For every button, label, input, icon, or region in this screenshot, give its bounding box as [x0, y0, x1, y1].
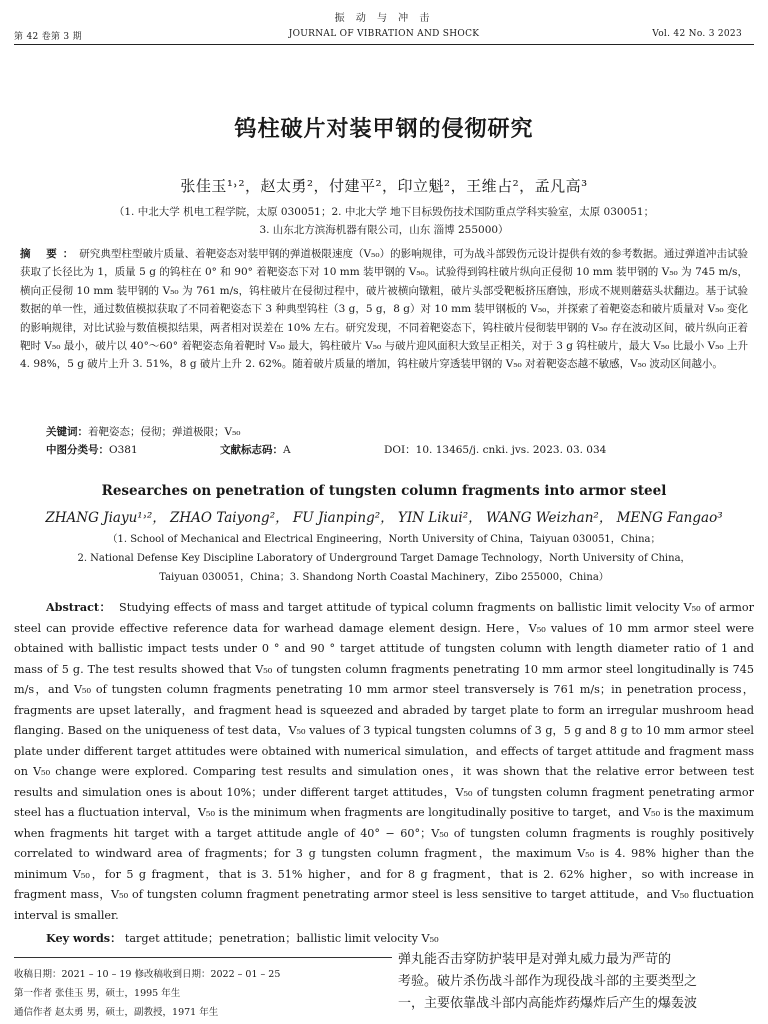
footnote-rule — [14, 957, 392, 958]
keywords-label-cn: 关键词： — [46, 426, 88, 438]
paper-title-en: Researches on penetration of tungsten column fragments into armor steel — [101, 483, 667, 499]
keywords-en — [46, 930, 439, 946]
journal-name-en: JOURNAL OF VIBRATION AND SHOCK — [288, 29, 480, 39]
affiliation-en-line: 2. National Defense Key Discipline Laboratory of Underground Target Damage Technology，North University of China， — [77, 553, 691, 564]
document-code-value: A — [283, 444, 291, 456]
clc-number — [46, 442, 138, 457]
footnote-received-date: 收稿日期：2021 – 10 – 19 修改稿收到日期：2022 – 01 – 25 — [14, 969, 281, 980]
clc-value: O381 — [109, 444, 138, 456]
doi: DOI：10. 13465/j. cnki. jvs. 2023. 03. 034 — [384, 444, 607, 456]
authors-cn: 张佳玉¹˒²，赵太勇²，付建平²，印立魁²，王维占²，孟凡高³ — [180, 177, 588, 195]
footnote-first-author: 第一作者 张佳玉 男，硕士，1995 年生 — [14, 988, 181, 999]
issue-info-en: Vol. 42 No. 3 2023 — [652, 29, 742, 39]
body-text-line: 一，主要依靠战斗部内高能炸药爆炸后产生的爆轰波 — [398, 996, 698, 1011]
keywords-cn — [46, 424, 241, 439]
document-code-label: 文献标志码： — [220, 444, 283, 456]
header-rule — [14, 44, 754, 45]
abstract-en — [14, 597, 754, 926]
footnote-corresponding-author: 通信作者 赵太勇 男，硕士，副教授，1971 年生 — [14, 1007, 219, 1018]
keywords-text-en: target attitude；penetration；ballistic limit velocity V₅₀ — [124, 932, 439, 945]
keywords-text-cn: 着靶姿态；侵彻；弹道极限；V₅₀ — [88, 426, 241, 438]
clc-label: 中图分类号： — [46, 444, 109, 456]
abstract-cn — [20, 245, 748, 374]
abstract-text-cn: 研究典型柱型破片质量、着靶姿态对装甲钢的弹道极限速度（V₅₀）的影响规律，可为战斗部毁伤元设计提供有效的参考数据。通过弹道冲击试验获取了长径比为 1，质量 5 g 的钨柱在 0° 和 90° 着靶姿态下对 10 mm 装甲钢的 V₅₀。试验得到钨柱破片纵向正侵彻 10 mm 装甲钢的 V₅₀ 为 745 m/s，横向正侵彻 10 mm 装甲钢的 V₅₀ 为 761 m/s，钨柱破片在侵彻过程中，破片被横向镦粗，破片头部受靶板挤压磨蚀，形成不规则蘑菇头状翻边。基于试验数据的单一性，通过数值模拟获取了不同着靶姿态下 3 种典型钨柱（3 g，5 g，8 g）对 10 mm 装甲钢板的 V₅₀，并探索了着靶姿态和破片质量对 V₅₀ 变化的影响规律，对比试验与数值模拟结果，两者相对误差在 10% 左右。研究发现，不同着靶姿态下，钨柱破片侵彻装甲钢的 V₅₀ 存在波动区间，破片纵向正着靶时 V₅₀ 最小，破片以 40°～60° 着靶姿态角着靶时 V₅₀ 最大，钨柱破片 V₅₀ 与破片迎风面积大致呈正相关，对于 3 g 钨柱破片，最大 V₅₀ 比最小 V₅₀ 上升 4. 98%，5 g 破片上升 3. 51%，8 g 破片上升 2. 62%。随着破片质量的增加，钨柱破片穿透装甲钢的 V₅₀ 对着靶姿态越不敏感，V₅₀ 波动区间越小。 — [20, 248, 749, 371]
body-text-line: 考验。破片杀伤战斗部作为现役战斗部的主要类型之 — [398, 974, 698, 989]
affiliation-en-line: Taiyuan 030051，China；3. Shandong North Coastal Machinery，Zibo 255000，China） — [159, 572, 609, 583]
abstract-label-cn: 摘 要： — [20, 248, 80, 260]
document-code — [220, 442, 291, 457]
affiliation-cn-line: 3. 山东北方滨海机器有限公司，山东 淄博 255000） — [259, 224, 509, 236]
issue-info-cn: 第 42 卷第 3 期 — [14, 32, 82, 42]
affiliation-en-line: （1. School of Mechanical and Electrical Engineering，North University of China，Taiyuan 030051，China； — [107, 534, 661, 545]
body-text-line: 弹丸能否击穿防护装甲是对弹丸威力最为严苛的 — [398, 952, 672, 967]
abstract-text-en: Studying effects of mass and target attitude of typical column fragments on ballistic limit velocity V₅₀ of armor steel can provide effective reference data for warhead damage element design. Here，V₅₀ values of 10 mm armor steel were obtained with ballistic impact tests under 0 ° and 90 ° target attitude of tungsten column with length diameter ratio of 1 and mass of 5 g. The test results showed that V₅₀ of tungsten column fragments penetrating 10 mm armor steel longitudinally is 745 m/s，and V₅₀ of tungsten column fragments penetrating 10 mm armor steel transversely is 761 m/s；in penetration process，fragments are upset laterally，and fragment head is squeezed and abraded by target plate to form an irregular mushroom head flanging. Based on the uniqueness of test data，V₅₀ values of 3 typical tungsten columns of 3 g，5 g and 8 g to 10 mm armor steel plate under different target attitudes were obtained with numerical simulation，and effects of target attitude and fragment mass on V₅₀ change were explored. Comparing test results and simulation ones，it was shown that the relative error between test results and simulation ones is about 10%；under different target attitudes，V₅₀ of tungsten column fragment penetrating armor steel has a fluctuation interval，V₅₀ is the minimum when fragments are longitudinally positive to target，and V₅₀ is the maximum when fragments hit target with a target attitude angle of 40° − 60°；V₅₀ of tungsten column fragments is roughly positively correlated to windward area of fragments；for 3 g tungsten column fragment，the maximum V₅₀ is 4. 98% higher than the minimum V₅₀，for 5 g fragment，that is 3. 51% higher，and for 8 g fragment，that is 2. 62% higher，so with increase in fragment mass，V₅₀ of tungsten column fragment penetrating armor steel is less sensitive to target attitude，and V₅₀ fluctuation interval is smaller. — [14, 601, 755, 922]
authors-en: ZHANG Jiayu¹˒²， ZHAO Taiyong²， FU Jianping²， YIN Likui²， WANG Weizhan²， MENG Fangao³ — [45, 510, 723, 526]
journal-name-cn: 振 动 与 冲 击 — [334, 13, 434, 24]
paper-title-cn: 钨柱破片对装甲钢的侵彻研究 — [234, 116, 534, 142]
keywords-label-en: Key words： — [46, 931, 122, 945]
affiliation-cn-line: （1. 中北大学 机电工程学院，太原 030051；2. 中北大学 地下目标毁伤技术国防重点学科实验室，太原 030051； — [113, 206, 655, 218]
abstract-label-en: Abstract： — [46, 600, 112, 614]
